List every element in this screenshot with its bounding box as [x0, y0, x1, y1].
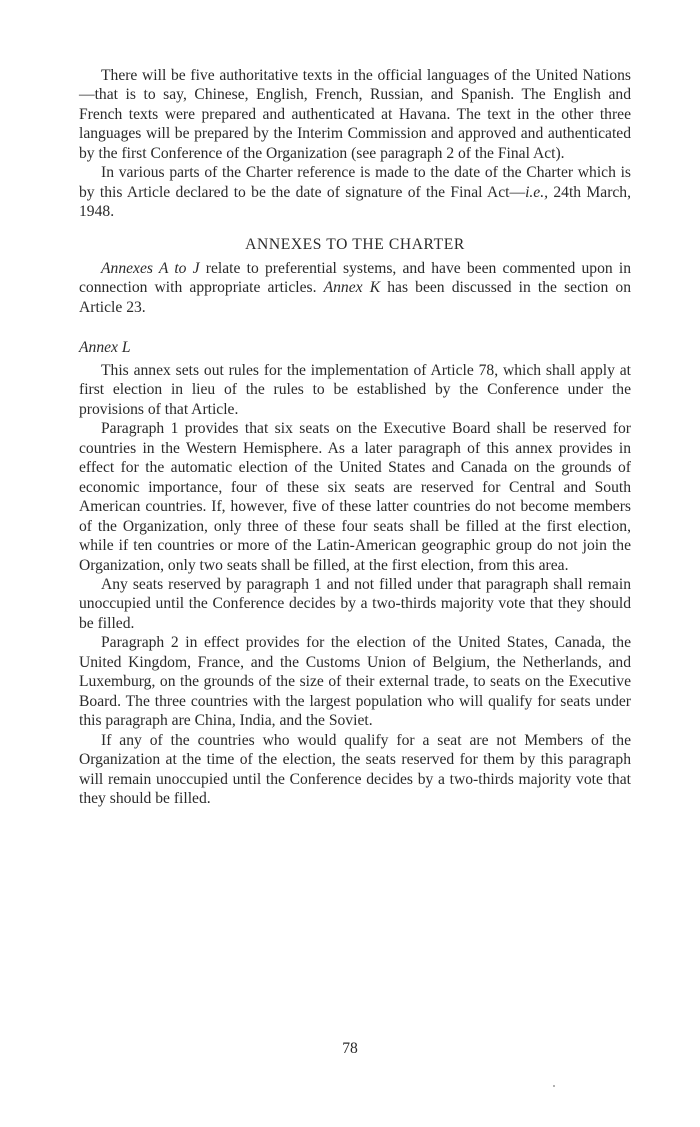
paragraph-western-hemisphere: Paragraph 1 provides that six seats on the Executive Board shall be reserved for countries in the Western Hemisphere. As a later paragraph of this annex provides in effect for the automatic election of the United States and Canada on the grounds of economic importance, four of these six seats are reserved for Central and South American countries. If, however, five of these latter countries do not become members of the Organization, only three of these four seats shall be filled at the first election, while if ten countries or more of the Latin-American geographic group do not join the Organization, only two seats shall be filled, at the first election, from this area.	[79, 420, 631, 574]
paragraph-unfilled-seats: Any seats reserved by paragraph 1 and not filled under that paragraph shall remain unoccupied until the Conference decides by a two-thirds majority vote that they should be filled.	[79, 575, 631, 632]
paragraph-annex-l-intro: This annex sets out rules for the implementation of Article 78, which shall apply at first election in lieu of the rules to be established by the Conference under the provisions of that Article.	[79, 361, 631, 418]
annexes-text-2: has been discussed in the section on Article 23.	[79, 279, 631, 316]
signature-date: 24th March, 1948.	[79, 183, 632, 221]
charter-date-text: In various parts of the Charter reference is made to the date of the Charter which is by this Article declared to be the date of signature of the Final Act—	[79, 164, 631, 201]
page-number: 78	[342, 1040, 358, 1057]
annexes-heading: ANNEXES TO THE CHARTER	[245, 235, 465, 253]
scan-speck	[553, 1085, 555, 1087]
paragraph-authoritative-texts: There will be five authoritative texts in the official languages of the United Nations—that is to say, Chinese, English, French, Russian, and Spanish. The English and French texts were prepared and authenticated at Havana. The text in the other three languages will be prepared by the Interim Commission and approved and authenticated by the first Conference of the Organization (see paragraph 2 of the Final Act).	[79, 67, 631, 162]
paragraph-non-members: If any of the countries who would qualify for a seat are not Members of the Organization at the time of the election, the seats reserved for them by this paragraph will remain unoccupied until the Conference decides by a two-thirds majority vote that they should be filled.	[79, 731, 631, 807]
paragraph-paragraph-2: Paragraph 2 in effect provides for the election of the United States, Canada, the United Kingdom, France, and the Customs Union of Belgium, the Netherlands, and Luxemburg, on the grounds of the size of their external trade, to seats on the Executive Board. The three countries with the largest population who will qualify for seats under this paragraph are China, India, and the Soviet.	[79, 634, 631, 730]
annexes-text-1: relate to preferential systems, and have been commented upon in connection with appropriate articles.	[79, 259, 631, 297]
paragraph-charter-date	[79, 163, 631, 221]
document-page	[79, 66, 631, 808]
annex-k-ref: Annex K	[323, 279, 381, 297]
annex-l-heading: Annex L	[79, 338, 131, 356]
ie-abbreviation: i.e.,	[525, 183, 549, 201]
paragraph-annexes-intro	[79, 259, 631, 317]
annex-a-j-ref: Annexes A to J	[101, 259, 200, 277]
